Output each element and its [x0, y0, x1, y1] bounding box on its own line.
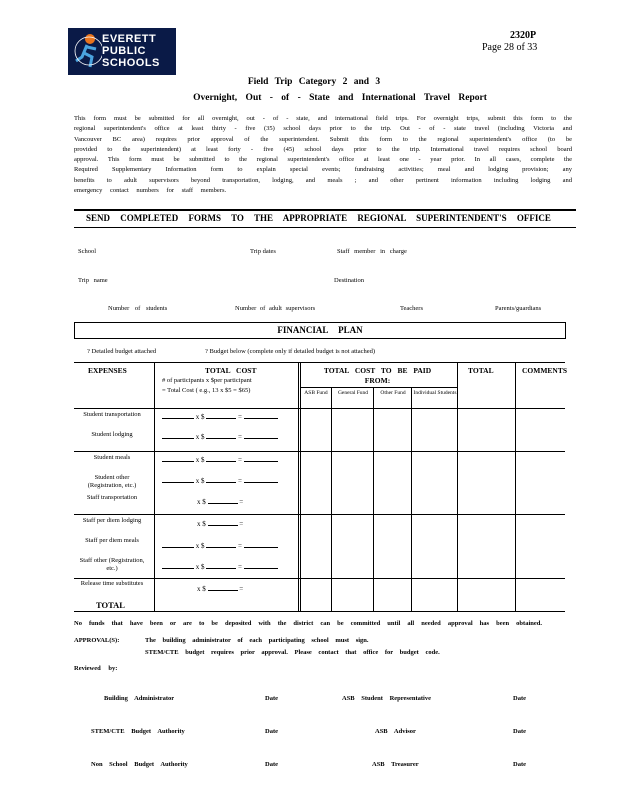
budget-attached-checkbox[interactable]: ? Detailed budget attached	[87, 348, 157, 355]
trip-name-label: Trip name	[78, 277, 108, 284]
row-student-meals: Student meals	[93, 454, 131, 461]
asb-treasurer-date: Date	[513, 761, 526, 768]
asb-fund-header: ASB Fund	[304, 390, 328, 396]
title-line-1: Field Trip Category 2 and 3	[247, 77, 381, 87]
expenses-header: EXPENSES	[88, 366, 127, 375]
school-label: School	[78, 248, 97, 255]
budget-below-checkbox[interactable]: ? Budget below (complete only if detailed budget is not attached)	[205, 348, 376, 355]
formula-line-2: = Total Cost ( e.g., 13 x $5 = $65)	[162, 387, 251, 394]
row-staff-transportation: Staff transportation	[86, 494, 138, 501]
row-staff-lodging: Staff per diem lodging	[82, 517, 142, 524]
reviewed-by-label: Reviewed by:	[74, 665, 118, 672]
title-line-2: Overnight, Out - of - State and International Travel Report	[193, 93, 487, 103]
general-fund-header: General Fund	[337, 390, 369, 396]
calc-student-other[interactable]: x $ =	[162, 477, 278, 485]
intro-paragraph: This form must be submitted for all overnight, out - of - state, and international field trips. For overnight trips, submit this form to the regional superintendent's office at least thirty - five (35) school days prior to the trip. Out - of - state travel (including Victoria and Vancouver BC area) requires prior approval of the superintendent. Submit this form to the regional superintendent's office (to be provided to the superintendent) at least forty - five (45) school days prior to the trip. International travel requires school board approval. This form must be submitted to the regional superintendent's office at least one - year prior. In all cases, complete the Required Supplementary Information form to explain special events; fundraising activities; meal and lodging provision; any benefits to adult supervisors beyond transportation, lodging, and meals ; and other pertinent information including lodging and emergency contact numbers for staff members.	[74, 115, 572, 195]
calc-staff-meals[interactable]: x $ =	[162, 542, 278, 550]
doc-id: 2320P	[510, 30, 537, 41]
trip-dates-label: Trip dates	[250, 248, 276, 255]
stem-cte-date: Date	[265, 728, 278, 735]
calc-staff-other[interactable]: x $ =	[162, 563, 278, 571]
row-student-other: Student other (Registration, etc.)	[87, 474, 137, 489]
total-row-label: TOTAL	[96, 600, 125, 610]
stem-cte-signature: STEM/CTE Budget Authority	[91, 728, 185, 735]
comments-header: COMMENTS	[522, 366, 567, 375]
total-header: TOTAL	[468, 366, 494, 375]
parents-label: Parents/guardians	[495, 305, 542, 312]
num-students-label: Number of students	[108, 305, 168, 312]
deposit-note: No funds that have been or are to be deposited with the district can be committed until all needed approval has been obtained.	[74, 620, 542, 627]
teachers-label: Teachers	[400, 305, 424, 312]
calc-student-lodging[interactable]: x $ =	[162, 433, 278, 441]
staff-in-charge-label: Staff member in charge	[337, 248, 407, 255]
calc-release-time[interactable]: x $ =	[197, 585, 244, 593]
row-staff-other: Staff other (Registration, etc.)	[79, 557, 145, 572]
asb-treasurer-signature: ASB Treasurer	[372, 761, 419, 768]
send-banner: SEND COMPLETED FORMS TO THE APPROPRIATE REGIONAL SUPERINTENDENT'S OFFICE	[86, 213, 551, 223]
paid-from-header: TOTAL COST TO BE PAID FROM:	[323, 366, 432, 385]
non-school-budget-signature: Non School Budget Authority	[91, 761, 188, 768]
checkbox-icon: ?	[87, 348, 92, 355]
calc-staff-lodging[interactable]: x $ =	[197, 520, 244, 528]
building-admin-date: Date	[265, 695, 278, 702]
asb-advisor-date: Date	[513, 728, 526, 735]
building-admin-signature: Building Administrator	[104, 695, 175, 702]
num-adults-label: Number of adult supervisors	[235, 305, 316, 312]
page-info: Page 28 of 33	[482, 42, 538, 53]
destination-label: Destination	[334, 277, 364, 284]
asb-advisor-signature: ASB Advisor	[375, 728, 416, 735]
logo-text: EVERETT PUBLIC SCHOOLS	[102, 33, 160, 69]
row-release-time: Release time substitutes	[80, 580, 144, 587]
non-school-budget-date: Date	[265, 761, 278, 768]
approvals-line-1: The building administrator of each participating school must sign.	[145, 637, 369, 644]
calc-student-meals[interactable]: x $ =	[162, 456, 278, 464]
approvals-label: APPROVAL(S):	[74, 637, 120, 644]
total-cost-header: TOTAL COST	[205, 366, 257, 375]
checkbox-icon: ?	[205, 348, 210, 355]
approvals-line-2: STEM/CTE budget requires prior approval. Please contact that office for budget code.	[145, 649, 440, 656]
financial-plan-banner: FINANCIAL PLAN	[74, 322, 566, 339]
other-fund-header: Other Fund	[380, 390, 406, 396]
row-staff-meals: Staff per diem meals	[85, 537, 139, 544]
row-student-transportation: Student transportation	[83, 411, 141, 418]
asb-student-rep-date: Date	[513, 695, 526, 702]
row-student-lodging: Student lodging	[91, 431, 133, 438]
calc-staff-transportation[interactable]: x $ =	[197, 498, 244, 506]
calc-student-transportation[interactable]: x $ =	[162, 413, 278, 421]
formula-line-1: # of participants x $per participant	[162, 377, 252, 384]
asb-student-rep-signature: ASB Student Representative	[342, 695, 431, 702]
individual-students-header: Individual Students	[413, 390, 457, 396]
